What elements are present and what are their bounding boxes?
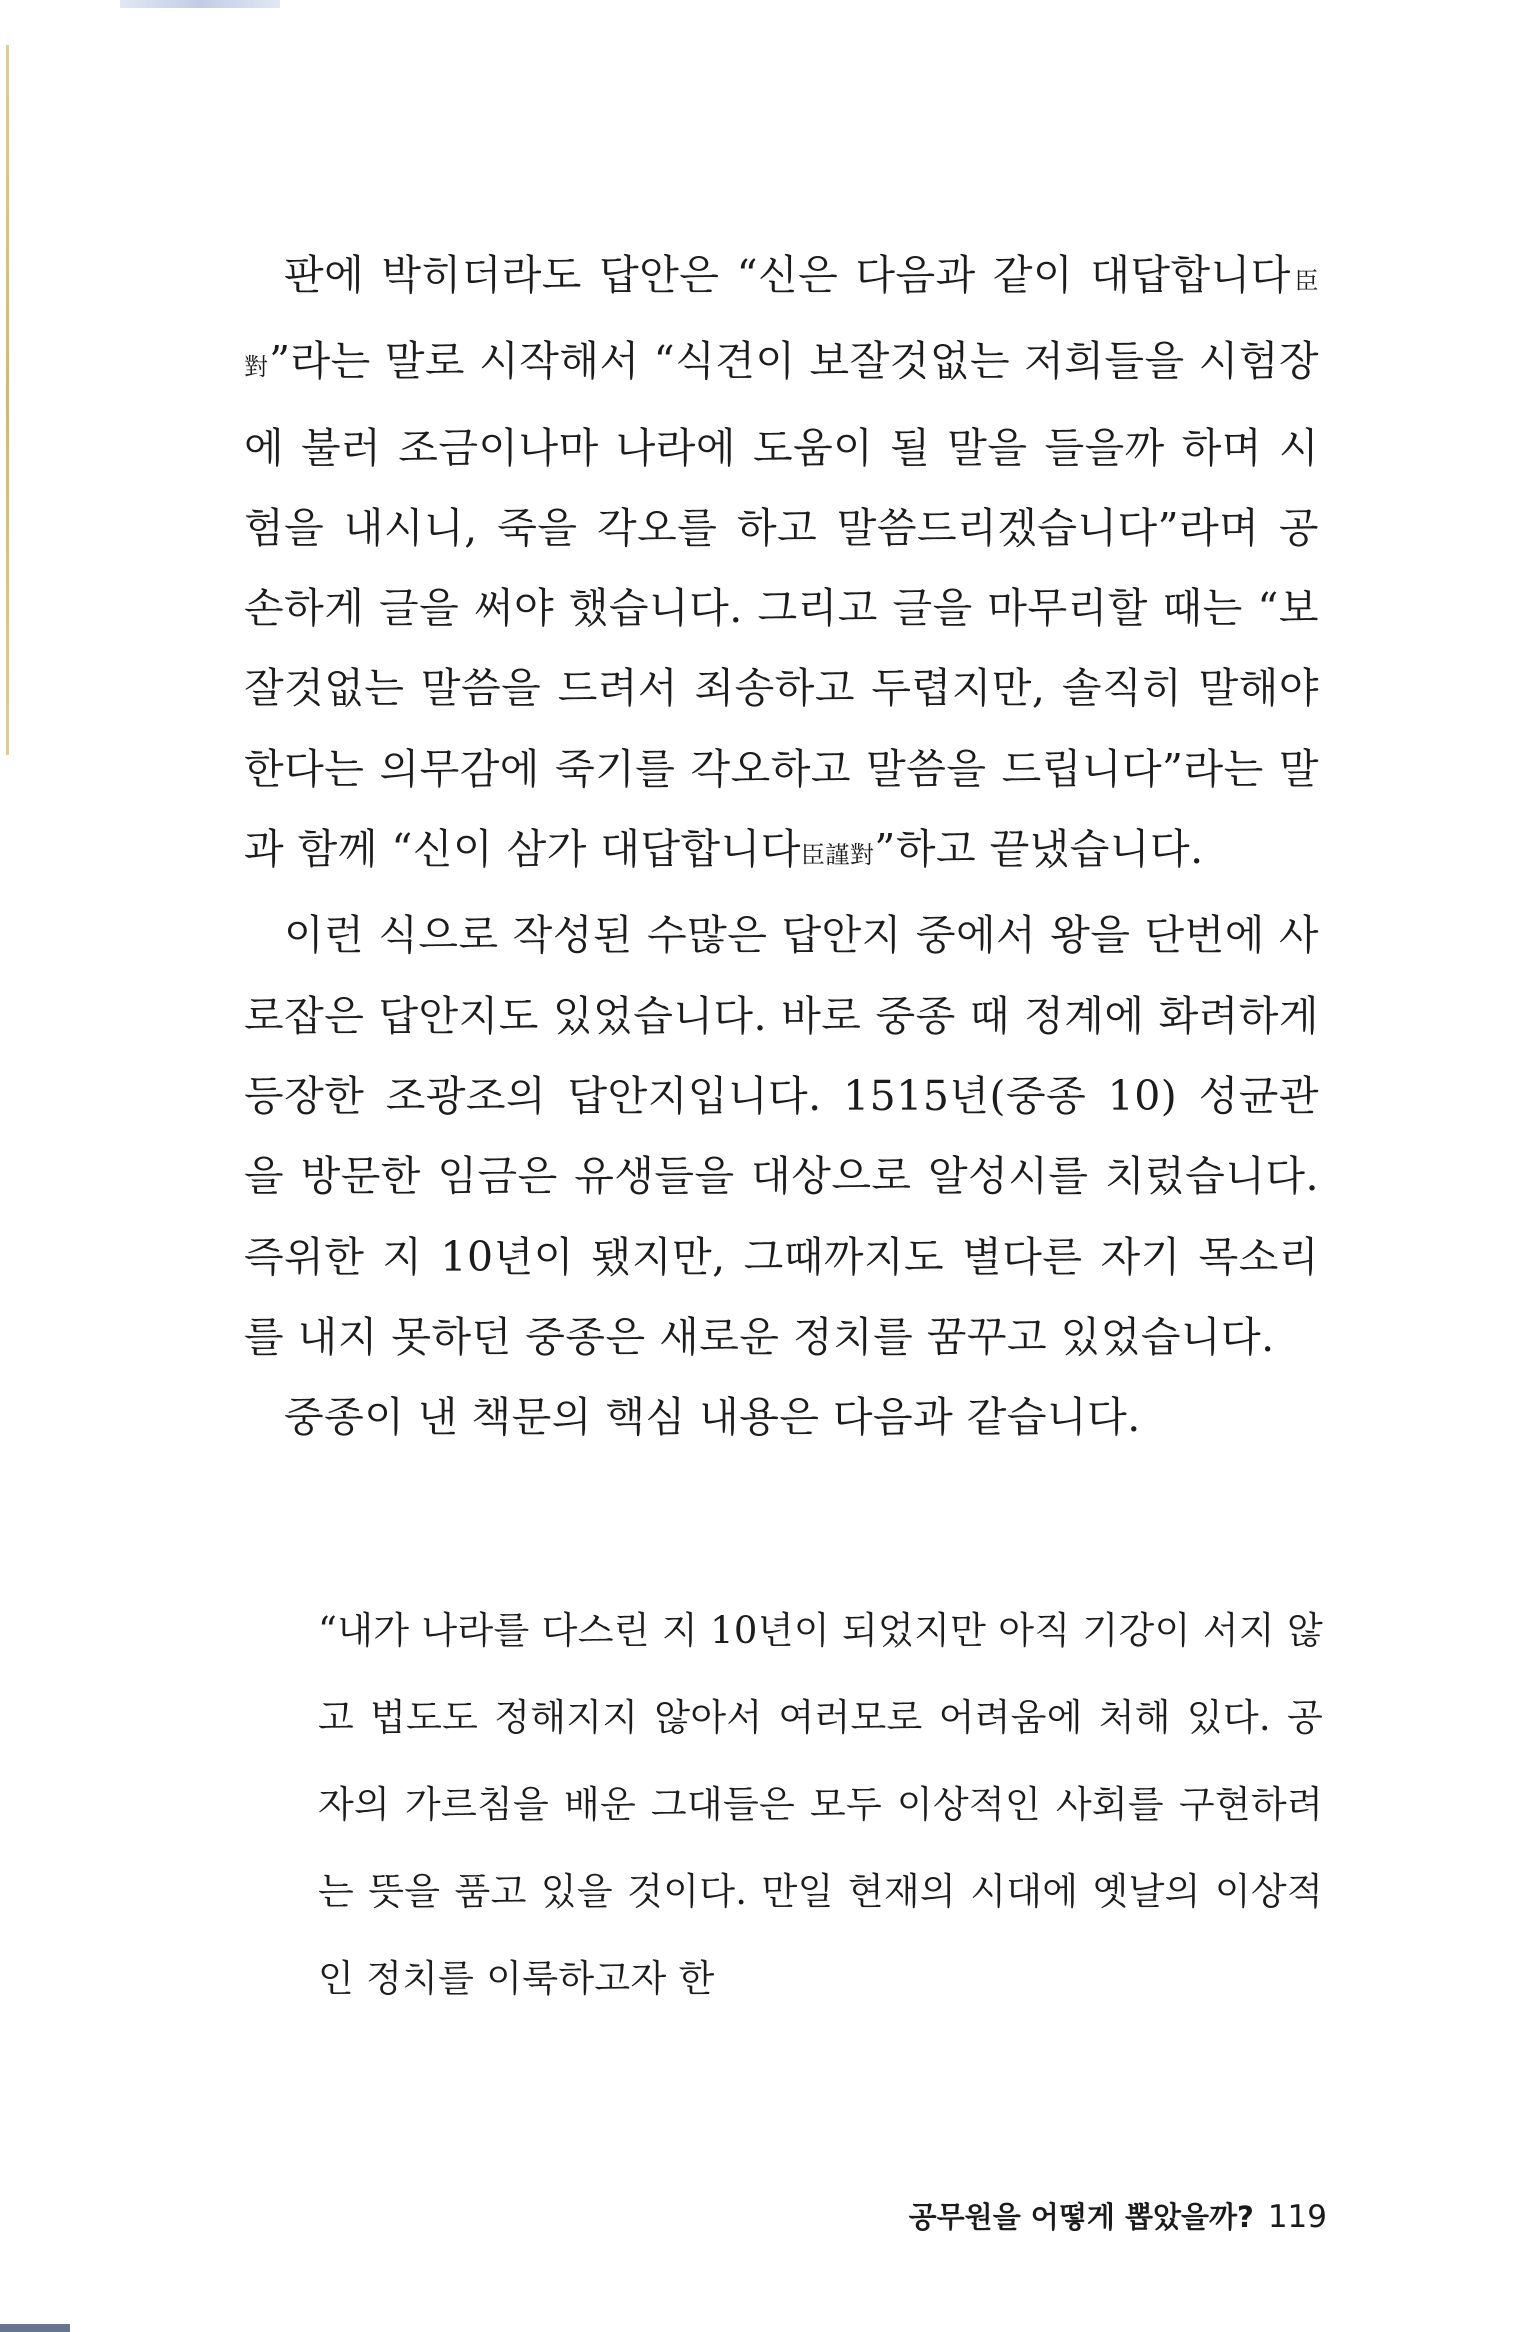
body-text bbox=[244, 235, 1319, 1457]
paragraph-1 bbox=[244, 235, 1319, 895]
page-footer bbox=[909, 2195, 1327, 2236]
running-title: 공무원을 어떻게 뽑았을까? bbox=[908, 2200, 1254, 2234]
scan-edge-bottom bbox=[0, 2324, 70, 2332]
paragraph-3: 중종이 낸 책문의 핵심 내용은 다음과 같습니다. bbox=[284, 1393, 1141, 1442]
block-quote: “내가 나라를 다스린 지 10년이 되었지만 아직 기강이 서지 않고 법도도 정해지지 않아서 여러모로 어려움에 처해 있다. 공자의 가르침을 배운 그대들은 모두 이상적인 사회를 구현하려는 뜻을 품고 있을 것이다. 만일 현재의 시대에 옛날의 이상적인 정치를 이룩하고자 한 bbox=[318, 1609, 1323, 2000]
hanja-annotation-2: 臣謹對 bbox=[800, 841, 875, 870]
scan-edge-top bbox=[120, 0, 280, 8]
paragraph-1-part-2: ”라는 말로 시작해서 “식견이 보잘것없는 저희들을 시험장에 불러 조금이나마 나라에 도움이 될 말을 들을까 하며 시험을 내시니, 죽을 각오를 하고 말씀드리겠습니다”라며 공손하게 글을 써야 했습니다. 그리고 글을 마무리할 때는 “보잘것없는 말씀을 드려서 죄송하고 두렵지만, 솔직히 말해야 한다는 의무감에 죽기를 각오하고 말씀을 드립니다”라는 말과 함께 “신이 삼가 대답합니다 bbox=[244, 337, 1319, 874]
scan-edge-left bbox=[6, 45, 9, 755]
hanja-annotation-1: 臣對 bbox=[244, 267, 1319, 382]
page-number: 119 bbox=[1267, 2199, 1327, 2235]
paragraph-1-part-1: 판에 박히더라도 답안은 “신은 다음과 같이 대답합니다 bbox=[284, 251, 1291, 299]
paragraph-2: 이런 식으로 작성된 수많은 답안지 중에서 왕을 단번에 사로잡은 답안지도 있었습니다. 바로 중종 때 정계에 화려하게 등장한 조광조의 답안지입니다. 1515년(중종 10) 성균관을 방문한 임금은 유생들을 대상으로 알성시를 치렀습니다. 즉위한 지 10년이 됐지만, 그때까지도 별다른 자기 목소리를 내지 못하던 중종은 새로운 정치를 꿈꾸고 있었습니다. bbox=[244, 911, 1319, 1361]
paragraph-1-part-3: ”하고 끝냈습니다. bbox=[874, 825, 1204, 874]
